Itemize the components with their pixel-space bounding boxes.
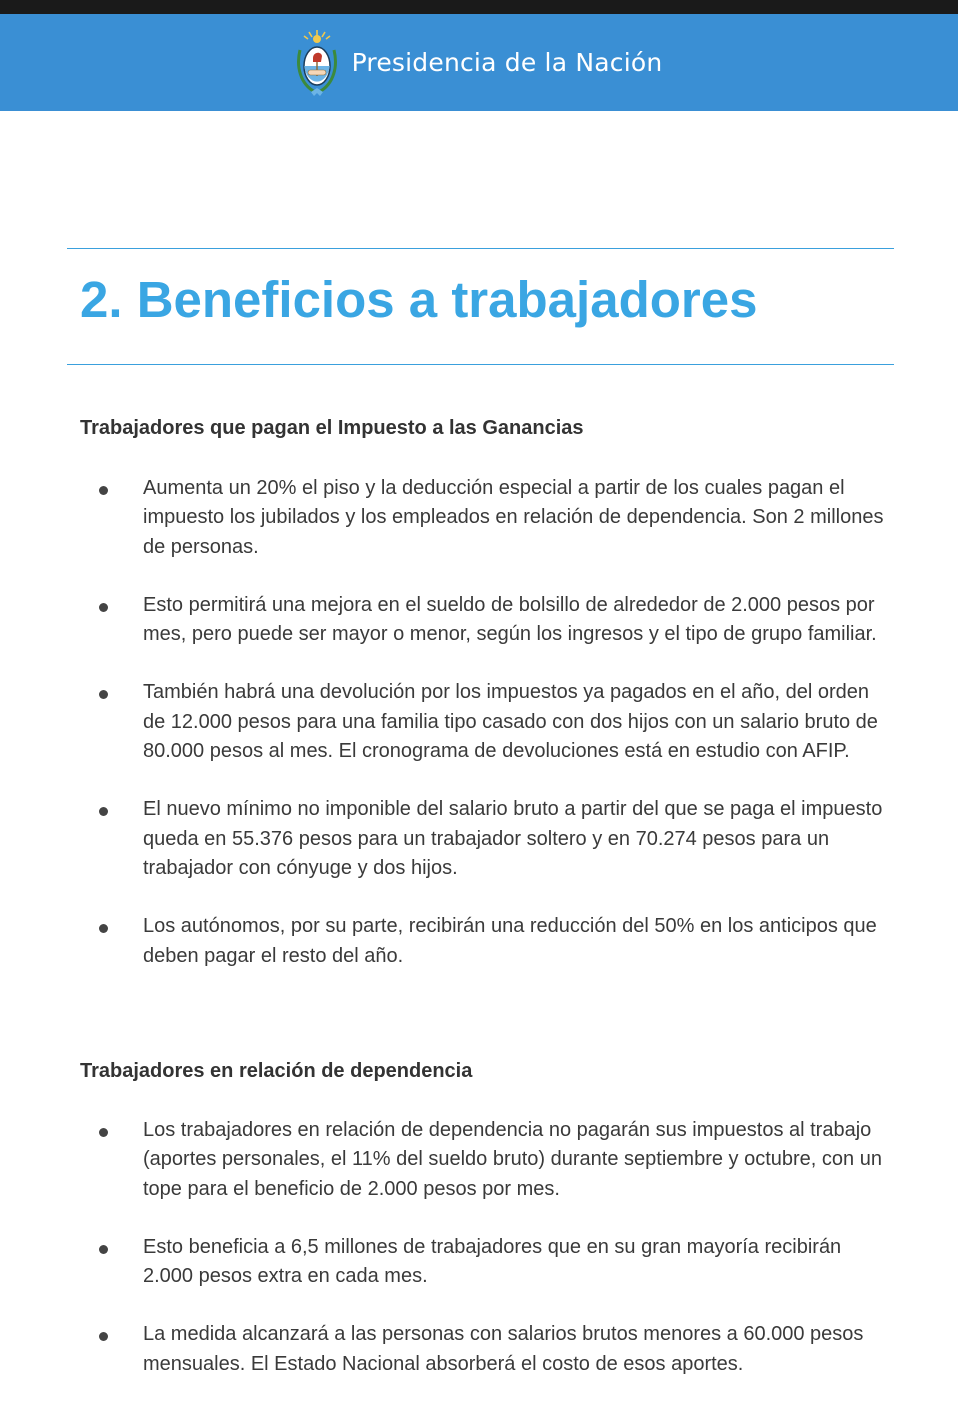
title-rule-top: [67, 248, 894, 249]
bullet-icon: [99, 690, 108, 699]
top-strip: [0, 0, 958, 14]
subheading-dependencia: Trabajadores en relación de dependencia: [80, 1060, 473, 1082]
bullet-icon: [99, 1245, 108, 1254]
list-item: [0, 912, 958, 971]
bullet-text: Esto beneficia a 6,5 millones de trabajadores que en su gran mayoría recibirán 2.000 pesos extra en cada mes.: [143, 1235, 842, 1288]
bullet-text: El nuevo mínimo no imponible del salario bruto a partir del que se paga el impuesto queda en 55.376 pesos para un trabajador soltero y en 70.274 pesos para un trabajador con cónyuge y dos hijos.: [143, 798, 883, 879]
bullet-text: Los autónomos, por su parte, recibirán una reducción del 50% en los anticipos que deben pagar el resto del año.: [143, 915, 877, 967]
bullet-text: La medida alcanzará a las personas con salarios brutos menores a 60.000 pesos mensuales. El Estado Nacional absorberá el costo de esos aportes.: [143, 1323, 864, 1375]
bullet-icon: [99, 924, 108, 933]
bullet-icon: [99, 1332, 108, 1341]
bullet-icon: [99, 1128, 108, 1137]
header-brand[interactable]: [296, 28, 663, 98]
list-item: [0, 678, 958, 766]
title-rule-bottom: [67, 364, 894, 365]
site-title: Presidencia de la Nación: [351, 48, 663, 77]
list-item: [0, 1233, 958, 1292]
list-item: [0, 1320, 958, 1379]
bullet-list-ganancias: [0, 474, 958, 1000]
bullet-text: Los trabajadores en relación de dependencia no pagarán sus impuestos al trabajo (aportes personales, el 11% del sueldo bruto) durante septiembre y octubre, con un tope para el beneficio de 2.000 pesos por mes.: [143, 1119, 882, 1200]
subheading-ganancias: Trabajadores que pagan el Impuesto a las Ganancias: [80, 417, 584, 439]
bullet-list-dependencia: [0, 1116, 958, 1408]
list-item: [0, 1116, 958, 1204]
bullet-text: Aumenta un 20% el piso y la deducción especial a partir de los cuales pagan el impuesto los jubilados y los empleados en relación de dependencia. Son 2 millones de personas.: [143, 477, 884, 558]
list-item: [0, 795, 958, 883]
bullet-text: También habrá una devolución por los impuestos ya pagados en el año, del orden de 12.000 pesos para una familia tipo casado con dos hijos con un salario bruto de 80.000 pesos al mes. El cronograma de devoluciones está en estudio con AFIP.: [143, 681, 878, 763]
bullet-icon: [99, 807, 108, 816]
bullet-text: Esto permitirá una mejora en el sueldo de bolsillo de alrededor de 2.000 pesos por mes, pero puede ser mayor o menor, según los ingresos y el tipo de grupo familiar.: [143, 593, 877, 646]
list-item: [0, 474, 958, 562]
argentina-coat-of-arms-icon: [296, 28, 338, 98]
bullet-icon: [99, 603, 108, 612]
bullet-icon: [99, 486, 108, 495]
section-title: 2. Beneficios a trabajadores: [80, 271, 758, 328]
site-header: [0, 14, 958, 111]
list-item: [0, 591, 958, 650]
